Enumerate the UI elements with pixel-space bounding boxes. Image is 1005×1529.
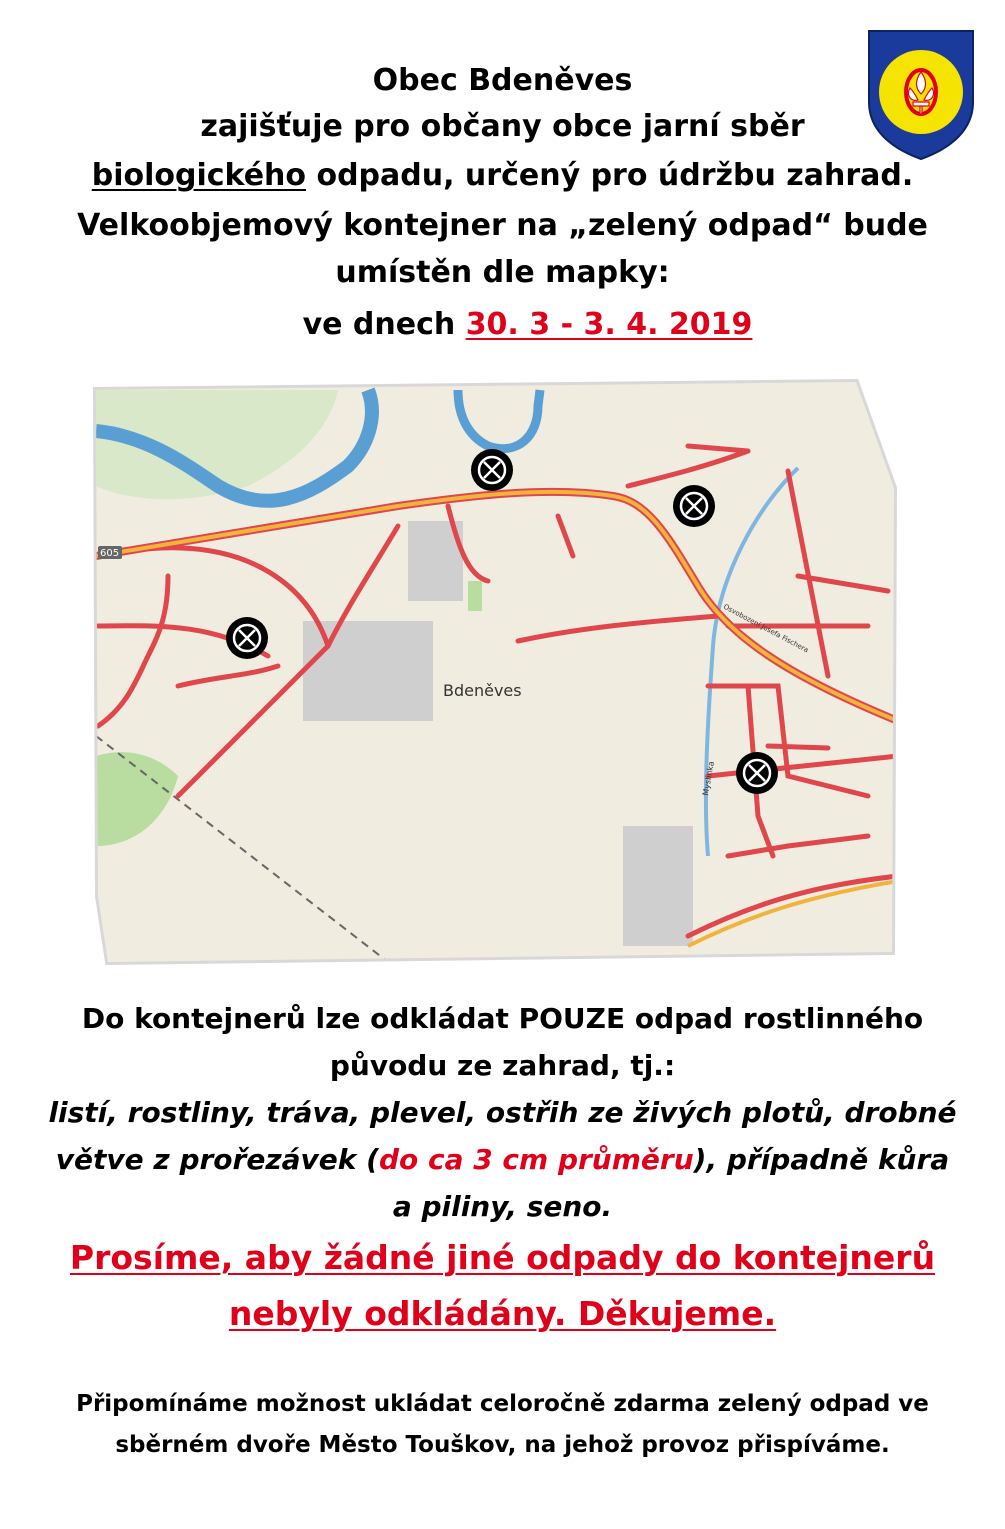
title-line-5: umístěn dle mapky: <box>335 255 670 290</box>
date-prefix: ve dnech <box>302 307 466 342</box>
body-line-2: původu ze zahrad, tj.: <box>329 1049 676 1082</box>
body-line-4 <box>0 1137 1005 1183</box>
body-line-3: listí, rostliny, tráva, plevel, ostřih ze živých plotů, drobné <box>48 1096 957 1129</box>
date-range: 30. 3 - 3. 4. 2019 <box>465 307 753 342</box>
date-line <box>0 302 1005 348</box>
road-number-label: 605 <box>100 548 120 559</box>
town-label: Bdeněves <box>443 681 522 700</box>
warning-line-2-text: nebyly odkládány. Děkujeme. <box>228 1294 777 1333</box>
warning-line-1: Prosíme, aby žádné jiné odpady do kontejnerů <box>69 1238 936 1277</box>
stream-label: Myslinka <box>701 760 716 797</box>
container-marker <box>226 617 268 659</box>
title-line-4: Velkoobjemový kontejner na „zelený odpad“ bude <box>77 208 928 243</box>
container-marker <box>736 752 778 794</box>
title-line-3-rest: odpadu, určený pro údržbu zahrad. <box>306 158 914 193</box>
footer-line-2: sběrném dvoře Město Touškov, na jehož provoz přispíváme. <box>115 1432 890 1458</box>
diameter-limit: do ca 3 cm průměru <box>378 1143 694 1176</box>
footer-line-1: Připomínáme možnost ukládat celoročně zdarma zelený odpad ve <box>76 1391 929 1417</box>
body-line-5: a piliny, seno. <box>392 1190 613 1223</box>
title-line-1: Obec Bdeněves <box>372 63 633 98</box>
container-marker <box>673 485 715 527</box>
coat-of-arms-icon <box>866 28 976 162</box>
biological-word: biologického <box>91 158 307 193</box>
container-marker <box>471 449 513 491</box>
warning-line-2 <box>0 1288 1005 1340</box>
title-line-3 <box>0 153 1005 199</box>
title-line-2: zajišťuje pro občany obce jarní sběr <box>200 109 805 144</box>
body-line-1: Do kontejnerů lze odkládat POUZE odpad rostlinného <box>81 1002 924 1035</box>
body-line-4-a: větve z prořezávek ( <box>55 1143 379 1176</box>
street-label: Osvobození Josefa Fischera <box>722 602 810 655</box>
village-map <box>68 376 906 966</box>
body-line-4-b: ), případně kůra <box>693 1143 950 1176</box>
